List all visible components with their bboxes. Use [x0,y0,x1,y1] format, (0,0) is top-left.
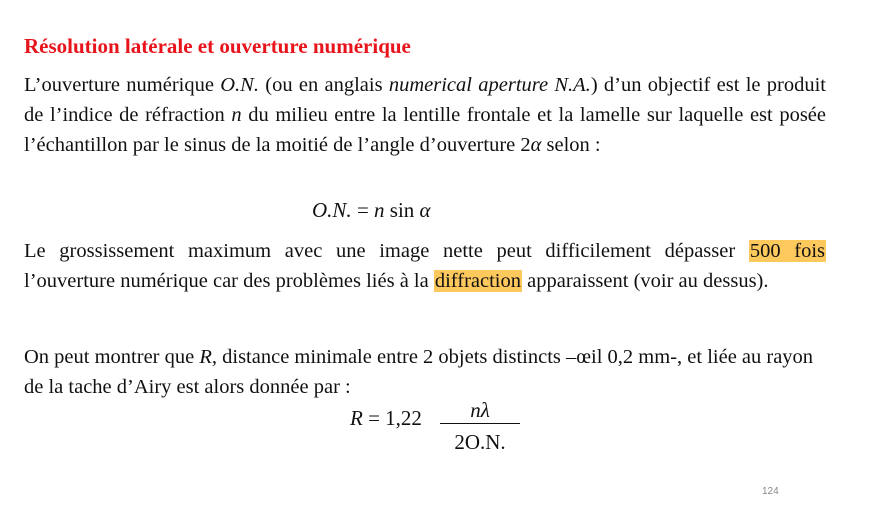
page-number: 124 [762,486,779,497]
fraction-denominator [440,430,520,455]
symbol-n: n [231,104,242,126]
text: du milieu entre la lentille frontale et la lamelle sur laquelle est posée l’échantillon par le sinus de la moitié de l’angle d’ouverture 2 [24,104,826,156]
slide-title: Résolution latérale et ouverture numérique [24,34,411,58]
formula-eq: = [351,198,375,222]
fraction [440,398,520,455]
text: On peut montrer que [24,346,200,368]
paragraph-resolution [24,342,826,402]
text: L’ouverture numérique [24,74,221,96]
text: l’ouverture numérique car des problèmes liés à la [24,270,434,292]
highlight-diffraction: diffraction [434,270,521,292]
term-on: O.N. [220,74,259,96]
term-na: numerical aperture N.A. [388,74,591,96]
text: (ou en anglais [258,74,389,96]
text: ) d’un objectif est le produit de l’indice de réfraction [24,74,826,126]
symbol-alpha: α [530,134,542,156]
formula-eq: = 1,22 [362,406,422,430]
text: , distance minimale entre 2 objets distincts –œil 0,2 mm-, et liée au rayon de la tache d’Airy est alors donnée par : [24,346,814,398]
formula-numerical-aperture [312,198,431,223]
formula-lhs: O.N. [312,198,352,222]
fraction-numerator: nλ [440,398,520,424]
text: Le grossissement maximum avec une image nette peut difficilement dépasser [24,240,749,262]
formula-sin: sin [384,198,420,222]
symbol-r: R [199,346,212,368]
den-text: 2O.N. [454,430,506,454]
paragraph-numerical-aperture [24,70,826,160]
paragraph-magnification [24,236,826,296]
highlight-500-fois: 500 fois [749,240,826,262]
formula-lhs: R [350,406,363,430]
text: apparaissent (voir au dessus). [522,270,769,292]
formula-n: n [374,198,385,222]
text: selon : [541,134,601,156]
formula-alpha: α [419,198,431,222]
